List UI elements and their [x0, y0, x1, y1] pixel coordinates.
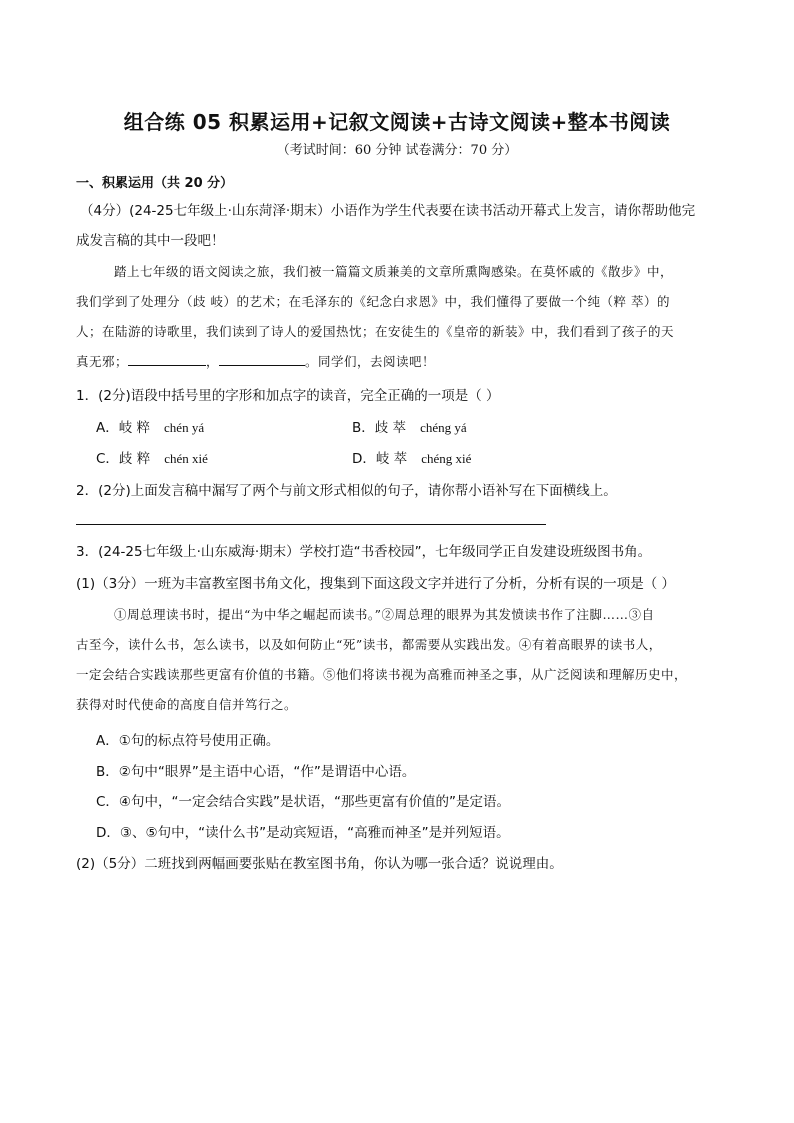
option-text: B．歧 萃	[352, 420, 407, 436]
q3-option-c[interactable]: C．④句中，“一定会结合实践”是状语，“那些更富有价值的”是定语。	[96, 794, 511, 810]
option-pinyin: chén yá	[164, 420, 205, 435]
q3-passage-line-1: ①周总理读书时，提出“为中华之崛起而读书。”②周总理的眼界为其发愤读书作了注脚……③自	[114, 607, 655, 622]
section-heading: 一、积累运用（共 20 分）	[76, 176, 234, 191]
question-3-sub-1: (1)（3分）一班为丰富教室图书角文化，搜集到下面这段文字并进行了分析，分析有误的一项是（ ）	[76, 576, 676, 592]
passage-line-1: 踏上七年级的语文阅读之旅，我们被一篇篇文质兼美的文章所熏陶感染。在莫怀戚的《散步》中，	[114, 264, 674, 279]
option-text: D．岐 萃	[352, 451, 408, 467]
option-pinyin: chén xié	[164, 451, 208, 466]
question-1-stem: 1．(2分)语段中括号里的字形和加点字的读音，完全正确的一项是（ ）	[76, 388, 500, 404]
fill-blank-1[interactable]	[128, 353, 206, 366]
passage-line-3: 人；在陆游的诗歌里，我们读到了诗人的爱国热忱；在安徒生的《皇帝的新装》中，我们看到了孩子的天	[76, 324, 675, 339]
q3-passage-line-3: 一定会结合实践读那些更富有价值的书籍。⑤他们将读书视为高雅而神圣之事，从广泛阅读和理解历史中，	[76, 667, 688, 682]
question-3-sub-2: (2)（5分）二班找到两幅画要张贴在教室图书角，你认为哪一张合适？说说理由。	[76, 856, 563, 872]
q3-option-b[interactable]: B．②句中“眼界”是主语中心语，“作”是谓语中心语。	[96, 764, 416, 780]
q3-passage-line-2: 古至今，读什么书，怎么读书，以及如何防止“死”读书，都需要从实践出发。④有着高眼界的读书人，	[76, 637, 662, 652]
passage-line-4	[76, 352, 435, 370]
option-pinyin: chéng xié	[421, 451, 472, 466]
intro-line-1: （4分）(24-25七年级上·山东菏泽·期末）小语作为学生代表要在读书活动开幕式上发言，请你帮助他完	[80, 203, 696, 219]
passage-text: 真无邪；	[76, 354, 129, 369]
intro-line-2: 成发言稿的其中一段吧！	[76, 233, 225, 249]
passage-line-2: 我们学到了处理分（歧 岐）的艺术；在毛泽东的《纪念白求恩》中，我们懂得了要做一个纯（粹 萃）的	[76, 294, 670, 309]
passage-text-end: 。同学们，去阅读吧！	[305, 354, 436, 369]
option-pinyin: chéng yá	[420, 420, 467, 435]
q1-option-d[interactable]	[352, 447, 471, 467]
q1-option-c[interactable]	[96, 447, 208, 467]
q1-option-b[interactable]	[352, 416, 467, 436]
question-3-stem: 3．(24-25七年级上·山东威海·期末）学校打造“书香校园”，七年级同学正自发建设班级图书角。	[76, 544, 652, 560]
exam-info: （考试时间：60 分钟 试卷满分：70 分）	[276, 143, 518, 158]
q3-option-a[interactable]: A．①句的标点符号使用正确。	[96, 733, 280, 749]
question-2-stem: 2．(2分)上面发言稿中漏写了两个与前文形式相似的句子，请你帮小语补写在下面横线上。	[76, 483, 617, 499]
q3-passage-line-4: 获得对时代使命的高度自信并笃行之。	[76, 697, 298, 712]
answer-line[interactable]	[76, 524, 546, 525]
fill-blank-2[interactable]	[219, 353, 305, 366]
page-title: 组合练 05 积累运用+记叙文阅读+古诗文阅读+整本书阅读	[123, 110, 671, 134]
q1-option-a[interactable]	[96, 416, 204, 436]
option-text: A．岐 粹	[96, 420, 151, 436]
comma: ，	[206, 354, 220, 369]
q3-option-d[interactable]: D．③、⑤句中，“读什么书”是动宾短语，“高雅而神圣”是并列短语。	[96, 825, 510, 841]
option-text: C．歧 粹	[96, 451, 151, 467]
